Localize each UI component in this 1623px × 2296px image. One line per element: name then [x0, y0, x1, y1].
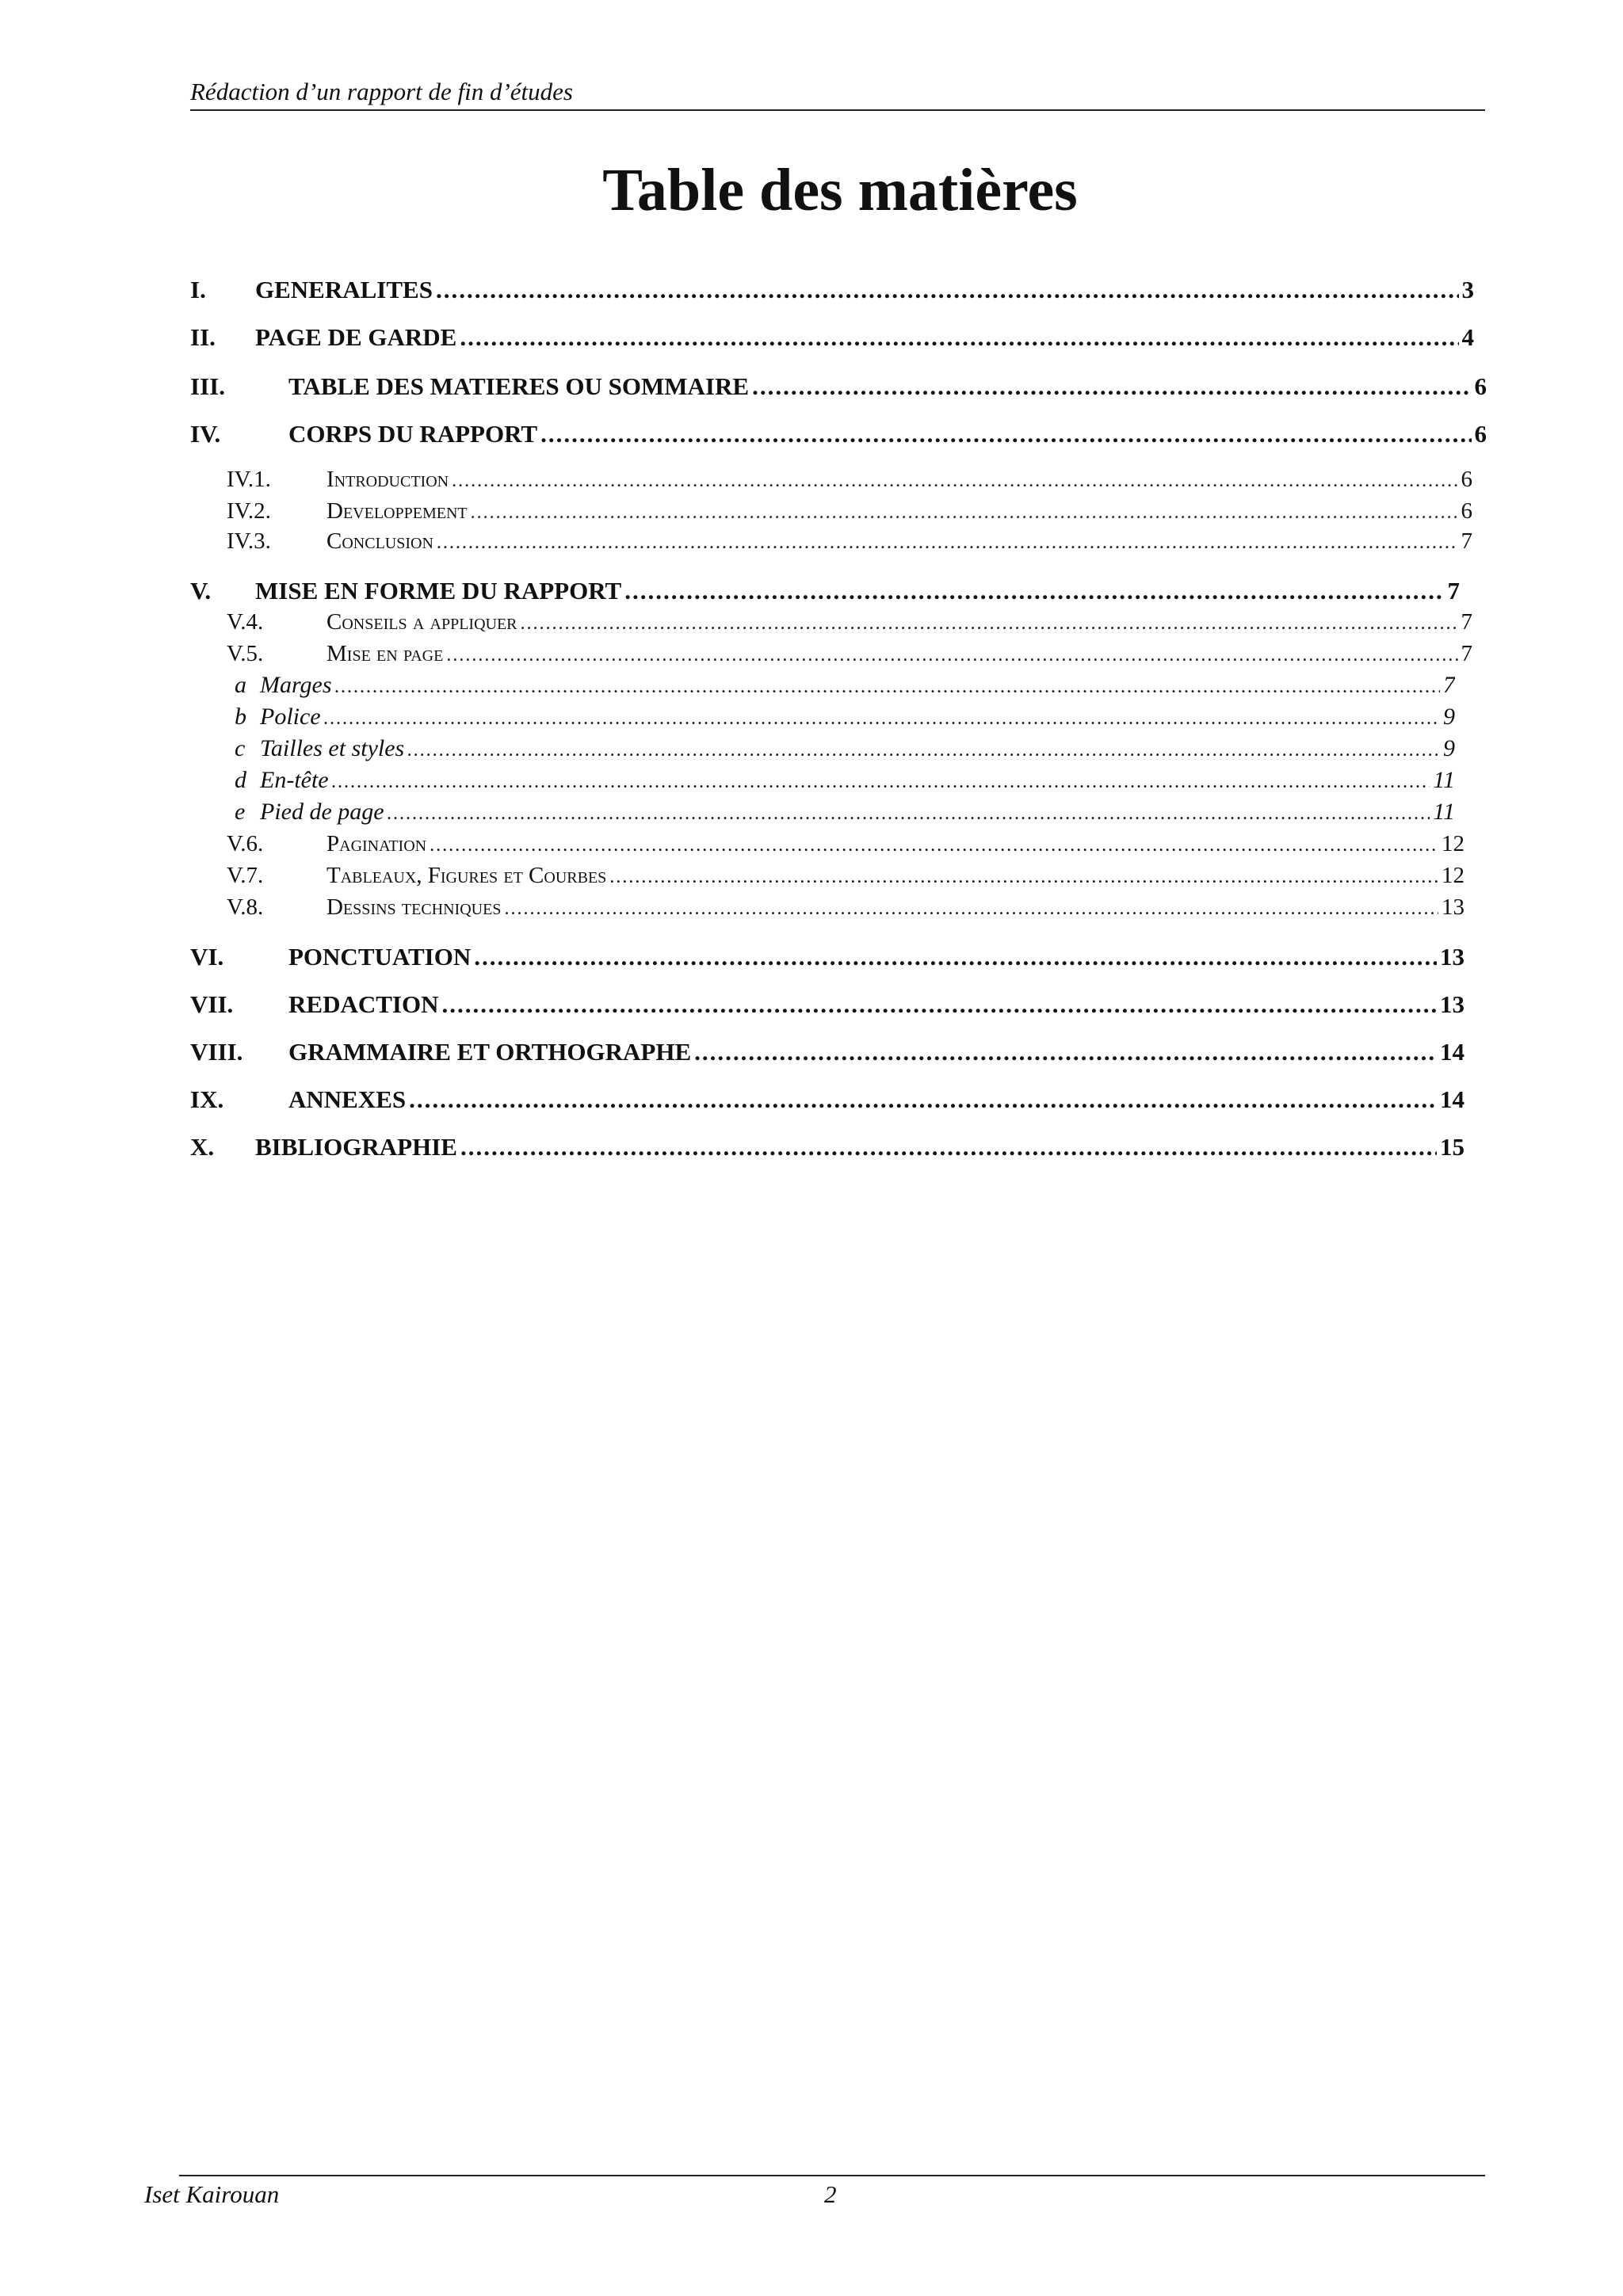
toc-entry-page: 6: [1474, 420, 1487, 448]
toc-entry-page: 11: [1433, 767, 1455, 793]
toc-entry-number: c: [235, 735, 246, 761]
toc-entry-generalites[interactable]: [190, 274, 1474, 306]
toc-dot-leader: [430, 830, 1438, 859]
toc-entry-number: V.4.: [227, 609, 264, 635]
toc-entry-title: CORPS DU RAPPORT: [288, 420, 538, 448]
toc-entry-table-des-matieres[interactable]: [190, 371, 1487, 402]
toc-dot-leader: [504, 894, 1438, 922]
toc-entry-conseils[interactable]: [227, 607, 1472, 637]
toc-entry-page: 7: [1461, 609, 1472, 635]
toc-entry-pagination[interactable]: [227, 829, 1465, 859]
toc-entry-title: Mise en page: [327, 641, 444, 666]
toc-entry-page: 13: [1440, 990, 1465, 1018]
toc-entry-page: 6: [1474, 372, 1487, 400]
toc-entry-title: Introduction: [327, 467, 449, 492]
footer-institution: Iset Kairouan: [144, 2180, 280, 2208]
page-title: Table des matières: [602, 157, 1078, 223]
toc-entry-mise-en-page[interactable]: [227, 639, 1472, 669]
toc-dot-leader: [332, 767, 1430, 795]
toc-entry-number: VI.: [190, 943, 224, 971]
toc-entry-title: Tailles et styles: [260, 735, 405, 761]
toc-dot-leader: [335, 672, 1440, 700]
toc-entry-number: e: [235, 799, 246, 825]
toc-entry-number: II.: [190, 323, 216, 351]
toc-dot-leader: [441, 989, 1437, 1020]
toc-entry-page: 12: [1442, 863, 1465, 888]
toc-entry-number: V.5.: [227, 641, 264, 666]
toc-entry-title: Conseils a appliquer: [327, 609, 517, 635]
toc-entry-introduction[interactable]: [227, 464, 1472, 494]
toc-entry-title: REDACTION: [288, 990, 439, 1018]
toc-dot-leader: [437, 528, 1458, 556]
toc-dot-leader: [409, 1084, 1437, 1116]
toc-entry-number: d: [235, 767, 246, 793]
toc-dot-leader: [388, 799, 1430, 827]
toc-entry-title: GRAMMAIRE ET ORTHOGRAPHE: [288, 1038, 692, 1066]
toc-dot-leader: [521, 608, 1458, 637]
toc-entry-annexes[interactable]: [190, 1084, 1465, 1116]
toc-entry-page: 7: [1447, 577, 1460, 605]
toc-entry-page: 4: [1461, 323, 1474, 351]
toc-dot-leader: [694, 1036, 1437, 1068]
running-header-title: Rédaction d’un rapport de fin d’études: [190, 78, 573, 105]
toc-entry-title: Dessins techniques: [327, 894, 502, 920]
toc-entry-page: 6: [1461, 467, 1472, 492]
toc-entry-number: a: [235, 672, 246, 698]
toc-dot-leader: [752, 371, 1471, 402]
toc-entry-title: Police: [260, 704, 321, 730]
toc-entry-page: 9: [1443, 735, 1455, 761]
toc-entry-tableaux-figures[interactable]: [227, 860, 1465, 891]
toc-entry-title: Pagination: [327, 831, 427, 856]
toc-dot-leader: [460, 1131, 1437, 1163]
toc-entry-page: 11: [1433, 799, 1455, 825]
toc-entry-title: TABLE DES MATIERES OU SOMMAIRE: [288, 372, 750, 400]
toc-entry-number: IV.: [190, 420, 221, 448]
toc-dot-leader: [609, 862, 1438, 891]
toc-entry-bibliographie[interactable]: [190, 1131, 1465, 1163]
toc-entry-page: 14: [1440, 1085, 1465, 1113]
toc-entry-ponctuation[interactable]: [190, 941, 1465, 973]
toc-entry-developpement[interactable]: [227, 496, 1472, 526]
toc-entry-title: PAGE DE GARDE: [255, 323, 457, 351]
toc-entry-title: Conclusion: [327, 528, 433, 554]
toc-entry-number: V.7.: [227, 863, 264, 888]
toc-entry-title: Developpement: [327, 498, 468, 524]
toc-entry-conclusion[interactable]: [227, 526, 1472, 556]
toc-dot-leader: [460, 322, 1458, 353]
toc-entry-dessins-techniques[interactable]: [227, 892, 1465, 922]
toc-entry-page: 13: [1442, 894, 1465, 920]
toc-entry-number: I.: [190, 276, 206, 303]
toc-dot-leader: [471, 498, 1458, 526]
toc-entry-page-de-garde[interactable]: [190, 322, 1474, 353]
toc-entry-number: IV.1.: [227, 467, 271, 492]
toc-entry-number: IV.3.: [227, 528, 271, 554]
toc-entry-number: III.: [190, 372, 225, 400]
footer-rule: [179, 2175, 1485, 2176]
toc-entry-title: Marges: [260, 672, 332, 698]
toc-entry-redaction[interactable]: [190, 989, 1465, 1020]
toc-entry-grammaire[interactable]: [190, 1036, 1465, 1068]
toc-entry-number: IV.2.: [227, 498, 271, 524]
toc-entry-page: 13: [1440, 943, 1465, 971]
toc-dot-leader: [446, 640, 1457, 669]
toc-entry-tailles-et-styles[interactable]: [235, 734, 1455, 764]
toc-entry-title: PONCTUATION: [288, 943, 472, 971]
toc-entry-page: 7: [1461, 641, 1472, 666]
toc-entry-number: V.: [190, 577, 212, 605]
toc-entry-page: 7: [1443, 672, 1455, 698]
toc-entry-marges[interactable]: [235, 670, 1455, 700]
toc-entry-number: b: [235, 704, 246, 730]
toc-entry-en-tete[interactable]: [235, 765, 1455, 795]
toc-dot-leader: [540, 418, 1471, 450]
toc-entry-corps-du-rapport[interactable]: [190, 418, 1487, 450]
toc-entry-mise-en-forme[interactable]: [190, 575, 1460, 607]
toc-entry-page: 3: [1461, 276, 1474, 303]
toc-entry-title: MISE EN FORME DU RAPPORT: [255, 577, 622, 605]
toc-entry-number: V.8.: [227, 894, 264, 920]
toc-entry-number: IX.: [190, 1085, 224, 1113]
toc-dot-leader: [436, 274, 1459, 306]
toc-entry-title: ANNEXES: [288, 1085, 407, 1113]
toc-dot-leader: [324, 704, 1440, 732]
toc-entry-number: VIII.: [190, 1038, 243, 1066]
toc-entry-title: GENERALITES: [255, 276, 433, 303]
toc-dot-leader: [452, 466, 1457, 494]
toc-entry-page: 14: [1440, 1038, 1465, 1066]
toc-entry-title: Tableaux, Figures et Courbes: [327, 863, 607, 888]
toc-entry-number: V.6.: [227, 831, 264, 856]
toc-dot-leader: [474, 941, 1437, 973]
toc-entry-pied-de-page[interactable]: [235, 797, 1455, 827]
toc-entry-title: BIBLIOGRAPHIE: [255, 1133, 457, 1161]
footer-page-number: 2: [824, 2180, 837, 2208]
toc-entry-title: En-tête: [260, 767, 329, 793]
toc-entry-police[interactable]: [235, 702, 1455, 732]
toc-entry-page: 7: [1461, 528, 1472, 554]
toc-entry-number: VII.: [190, 990, 234, 1018]
toc-entry-number: X.: [190, 1133, 215, 1161]
toc-entry-title: Pied de page: [260, 799, 384, 825]
toc-entry-page: 6: [1461, 498, 1472, 524]
toc-dot-leader: [624, 575, 1444, 607]
toc-entry-page: 15: [1440, 1133, 1465, 1161]
toc-entry-page: 12: [1442, 831, 1465, 856]
toc-dot-leader: [407, 735, 1440, 764]
toc-entry-page: 9: [1443, 704, 1455, 730]
